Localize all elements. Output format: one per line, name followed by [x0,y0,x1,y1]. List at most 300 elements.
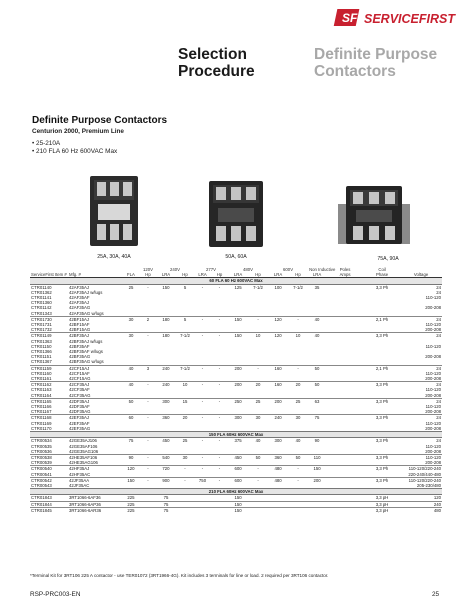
table-cell: CTR01168 [30,415,68,421]
table-cell: 240 [268,415,288,421]
table-cell: 200-208 [425,327,442,333]
table-cell: 2,1 Ph [364,316,400,322]
table-cell: 100 [274,284,282,290]
band-label: 210 FLA 60Hz 600VAC Max [30,489,442,495]
subject-line-2: Contactors [314,63,396,80]
table-cell: 75 [163,495,169,501]
table-cell: 120 [268,333,288,339]
table-cell: 24 [400,398,442,404]
table-cell: - [194,454,211,460]
table-cell [248,507,268,513]
table-cell: 110-120 [425,443,442,449]
table-cell: 3,3 Ph [364,415,400,421]
table-cell: 42AF35AJ w/lugs [69,289,103,295]
table-cell: 42BF15AG [69,327,91,333]
table-cell: CTR01166 [31,404,52,410]
table-cell: 2 [140,316,156,322]
table-cell: - [211,382,228,388]
table-cell: 480 [268,477,288,483]
table-cell: 150 [122,477,140,483]
table-cell: 15 [176,398,194,404]
table-cell: CTR01845 [30,507,68,513]
table-cell: 25 [128,284,134,290]
table-cell: - [140,477,156,483]
table-cell: 42DF35AF [69,404,90,410]
table-cell: 42CF35AG [69,392,91,398]
table-cell: CTR00540 [30,466,68,472]
table-cell: - [288,477,308,483]
spec-bullets [32,140,117,156]
header-cell: 240V [169,267,181,272]
table-cell: 7-1/2 [293,284,303,290]
table-cell: 25 [182,438,188,444]
table-cell: CTR01151 [31,354,52,360]
table-cell: 25 [288,398,308,404]
subject-line-1: Definite Purpose [314,46,438,63]
table-cell: 60 [122,415,140,421]
table-cell: - [194,365,211,371]
table-cell: 63 [308,398,326,404]
table-cell: 42BF35AF w/lugs [69,349,103,355]
table-cell: 42GE35AG106 [69,448,99,454]
table-cell: 42HE35AG106 [69,460,98,466]
table-cell: 3RT1066-6AP36 [68,501,122,507]
table-cell: 300 [274,438,282,444]
table-cell: CTR00536 [31,448,52,454]
table-row [30,495,442,501]
table-cell: 120 [433,495,442,501]
table-cell: 24 [400,415,442,421]
table-cell: CTR01170 [31,425,52,431]
table-cell: 24 [400,316,442,322]
table-cell: - [218,438,221,444]
table-cell: 40 [122,365,140,371]
table-cell: 200-208 [425,376,442,382]
table-cell: 90 [314,438,320,444]
table-cell [326,507,364,513]
table-cell: 42HF35AC [69,471,91,477]
table-cell: 20 [248,382,268,388]
table-cell: 110-120 [425,322,442,328]
table-cell: 450 [228,454,248,460]
heading-line-2: Procedure [178,63,255,80]
table-cell: 30 [122,333,140,339]
table-cell: - [147,438,149,444]
table-cell: 110 [308,454,326,460]
table-cell: 2,1 Ph [364,365,400,371]
table-cell: 30 [288,415,308,421]
table-cell: 42BF35AG w/lugs [69,359,104,365]
table-cell: - [194,466,211,472]
header-cell: Amps [326,272,364,278]
table-cell: 480 [400,507,442,513]
table-cell: CTR01165 [30,398,68,404]
table-cell: - [211,477,228,483]
table-cell: 200-208 [425,460,442,466]
servicefirst-logo [338,6,462,30]
table-cell: 40 [255,438,261,444]
contactor-photo-large [336,180,412,259]
table-cell: CTR01159 [30,365,68,371]
table-cell: - [140,398,156,404]
table-cell: 200 [308,477,326,483]
table-cell: CTR01161 [31,376,52,382]
table-cell: CTR01169 [31,420,52,426]
table-cell: 3,3 Ph [375,284,389,290]
table-cell: 240 [400,501,442,507]
table-cell: 3,3 Ph [364,382,400,388]
table-row [30,507,442,513]
table-cell: 24 [436,289,442,295]
table-cell: 42DF35AG [69,409,91,415]
table-cell: 3 [140,365,156,371]
table-cell: 24 [436,438,442,444]
table-cell: 200-208 [425,409,442,415]
table-cell: 150 [228,501,248,507]
table-cell: 110-120 [425,387,442,393]
header-cell: 600V [283,267,294,272]
table-cell: - [140,454,156,460]
table-cell: 50 [122,398,140,404]
table-cell: - [288,316,308,322]
table-cell: 42JF35AC [69,482,90,488]
header-cell: 480V [243,267,254,272]
table-cell: 480 [268,466,288,472]
photo-caption: 25A, 30A, 40A [97,254,131,260]
table-cell: - [194,316,211,322]
header-cell: 120V [142,267,154,272]
table-cell: 120 [122,466,140,472]
table-cell: 180 [156,333,176,339]
table-cell: 300 [156,398,176,404]
table-cell: 125 [234,284,242,290]
table-cell: - [140,466,156,472]
table-cell: CTR01732 [31,327,52,333]
table-cell: 110-120 [425,420,442,426]
table-cell: 24 [400,382,442,388]
page-subject [314,46,437,80]
table-cell: - [288,365,308,371]
heading-line-1: Selection [178,46,247,63]
table-cell: - [140,333,156,339]
table-cell: CTR01343 [31,310,52,316]
table-cell: 42BF35AG [69,354,91,360]
table-cell: - [218,284,221,290]
table-cell: - [211,365,228,371]
table-cell [308,507,326,513]
bullet-item: • 210 FLA 60 Hz 600VAC Max [32,148,118,155]
table-cell: 160 [268,365,288,371]
table-cell: - [211,454,228,460]
table-cell: 24 [436,284,442,290]
table-cell: CTR00538 [30,454,68,460]
table-cell: 110-120/220-240 [400,466,442,472]
bullet-item: • 25-210A [32,140,61,147]
table-cell: 20 [176,415,194,421]
table-cell: 75 [128,438,134,444]
table-cell: - [194,398,211,404]
table-cell: 42BF15AJ [68,316,122,322]
table-cell [288,507,308,513]
table-cell: - [140,415,156,421]
table-cell: CTR01843 [31,495,52,501]
table-cell: 50 [308,382,326,388]
table-cell: CTR00543 [31,482,52,488]
table-cell: 200-208 [425,305,442,311]
table-cell: 42BF15AF [69,322,90,328]
table-cell: 200 [268,398,288,404]
table-cell: 360 [268,454,288,460]
table-cell: 200 [228,382,248,388]
table-cell: - [211,466,228,472]
table-cell: 600 [228,466,248,472]
table-cell: 42DF35AJ [68,398,122,404]
page-heading [178,46,255,80]
header-cell: Hp [140,272,156,278]
table-cell: CTR00542 [30,477,68,483]
table-cell: - [211,398,228,404]
table-cell: 35 [314,284,320,290]
table-cell: 7-1/2 [176,333,194,339]
contactor-photo-medium [206,178,266,255]
table-cell: 30 [122,316,140,322]
table-cell: 42GE35AF106 [69,443,98,449]
table-cell: CTR01167 [31,409,52,415]
table-cell: - [248,316,268,322]
table-cell: CTR01150 [31,343,52,349]
table-cell: 42CF15AG [69,376,91,382]
table-cell: - [194,415,211,421]
table-cell: 600 [228,477,248,483]
table-cell: CTR01367 [31,359,52,365]
table-cell: 40 [295,438,301,444]
table-cell: 40 [122,382,140,388]
table-cell: 205-230/480 [416,482,442,488]
header-cell: LRA [228,272,248,278]
table-cell: - [194,382,211,388]
table-cell: CTR01730 [30,316,68,322]
table-cell: - [194,333,211,339]
logo-mark: SF [342,11,358,25]
table-cell: 3,3 Ph [364,398,400,404]
table-cell: 720 [156,466,176,472]
table-cell: 10 [288,333,308,339]
table-cell: CTR00534 [31,438,52,444]
table-cell: 450 [162,438,170,444]
table-cell: 150 [162,284,170,290]
table-cell: CTR01731 [31,322,52,328]
table-cell: 25 [248,398,268,404]
table-cell: 42HF35AJ [68,466,122,472]
table-cell: 42CF15AJ [68,365,122,371]
table-row [30,438,442,444]
table-cell: 42HE35AF106 [68,454,122,460]
table-cell: 900 [156,477,176,483]
table-cell: 750 [194,477,211,483]
table-cell: 360 [156,415,176,421]
table-cell: CTR01360 [31,300,52,306]
table-cell: 42BF35AJ w/lugs [69,338,103,344]
photo-caption: 75A, 90A [377,256,399,262]
table-cell: 24 [400,333,442,339]
table-cell: - [211,333,228,339]
table-cell: 75 [156,507,176,513]
table-cell: - [248,466,268,472]
table-cell: CTR01149 [30,333,68,339]
header-cell: ServiceFirst Item # [31,272,67,278]
table-cell: 150 [228,333,248,339]
table-cell: 5 [183,284,187,290]
table-cell: 42AF35AJ [69,300,90,306]
table-cell: 200-208 [425,354,442,360]
table-cell: 42BF35AF [69,343,90,349]
table-cell: 3,3 Ph [364,333,400,339]
table-cell: 42EF35AJ [68,415,122,421]
table-cell: 42JF35AA [68,477,122,483]
doc-id: RSP-PRC003-EN [30,591,81,598]
table-cell: 10 [176,382,194,388]
table-cell: 90 [122,454,140,460]
table-cell: - [248,365,268,371]
table-cell: 200-208 [425,392,442,398]
table-cell: 250 [228,398,248,404]
table-cell: CTR00541 [31,471,52,477]
table-cell: CTR00535 [31,443,52,449]
table-cell: CTR01363 [31,338,52,344]
table-cell: 180 [156,316,176,322]
table-cell: 150 [308,466,326,472]
table-cell [176,507,194,513]
header-cell: Hp [288,272,308,278]
table-cell: 30 [248,415,268,421]
table-cell: - [201,438,204,444]
table-cell: CTR01844 [30,501,68,507]
table-cell: - [288,466,308,472]
header-cell: Hp [176,272,194,278]
header-cell: Hp [248,272,268,278]
section-title: Definite Purpose Contactors [32,115,168,126]
section-subtitle: Centurion 2000, Premium Line [32,128,124,135]
table-cell: CTR01140 [31,284,52,290]
band-label: 150 FLA 60Hz 600VAC Max [30,432,442,438]
table-cell: 7-1/2 [253,284,263,290]
table-cell: 42GE35AJ106 [69,438,97,444]
header-cell: Coil [378,267,386,272]
table-row [30,501,442,507]
table-cell: 75 [308,415,326,421]
table-cell: 225 [122,501,140,507]
logo-text: SERVICEFIRST [364,12,455,26]
table-cell: CTR01163 [31,387,52,393]
table-cell: 42EF35AG [69,425,91,431]
table-cell [211,507,228,513]
table-cell: 110-120 [425,295,442,301]
table-cell: 120 [268,316,288,322]
table-cell: - [201,284,204,290]
table-cell: 42CF15AF [69,370,90,376]
table-cell: 200 [228,365,248,371]
table-cell: 42CF35AF [69,387,90,393]
table-cell: 10 [248,333,268,339]
table-cell: 3,3 pH [364,501,400,507]
table-cell: CTR01162 [30,382,68,388]
table-cell: 3,3 pH [364,507,400,513]
table-cell: 220-240/440-480 [408,471,442,477]
table-cell [140,507,156,513]
table-cell: 3RT1066-6AR36 [68,507,122,513]
table-cell: 375 [234,438,242,444]
table-cell: CTR01142 [31,305,52,311]
header-cell: Non Inductive [309,267,336,272]
header-cell: LRA [194,272,211,278]
table-cell [268,507,288,513]
photo-caption: 50A, 60A [225,254,247,260]
page-number: 25 [432,591,440,598]
table-cell: 20 [288,382,308,388]
table-cell: 110-120 [425,370,442,376]
band-label: 60 FLA 60 Hz 600VAC Max [30,278,442,284]
table-cell: 110-120 [425,404,442,410]
table-cell: 160 [268,382,288,388]
header-cell: Poles [339,267,351,272]
table-cell: CTR01164 [31,392,52,398]
table-cell: CTR01362 [31,289,52,295]
header-cell: 277V [206,267,217,272]
header-cell: LRA [156,272,176,278]
table-cell: 42AF35AF [69,295,90,301]
table-cell: - [211,415,228,421]
table-cell: CTR01141 [31,295,52,301]
table-cell: 200-208 [425,448,442,454]
table-cell: 3RT1066-6AF36 [69,495,101,501]
header-cell: Voltage [400,272,442,278]
header-cell: Phase [364,272,400,278]
table-cell: 110-120 [425,343,442,349]
table-cell: 30 [176,454,194,460]
table-cell: - [211,316,228,322]
header-cell: LRA [268,272,288,278]
table-cell: 7-1/2 [176,365,194,371]
table-cell: 3,3 pH [375,495,389,501]
table-cell [194,507,211,513]
table-cell: 40 [308,316,326,322]
footnote: *Terminal Kit for 3RT106 225 A contactor - use TER01072 (3RT1966-4G). Kit includes 3 terminals for line or load. 2 required per 3RT106 contactor. [30,573,329,578]
table-cell: 150 [228,507,248,513]
table-cell: 42BF35AJ [68,333,122,339]
table-cell: 150 [234,495,242,501]
table-cell: 110-120 [400,454,442,460]
table-cell: 240 [156,382,176,388]
table-cell: CTR00539 [31,460,52,466]
table-cell: 3,3 Ph [375,438,389,444]
table-cell: 42AF35AG w/lugs [69,310,104,316]
table-cell: 300 [228,415,248,421]
table-cell: 42CF35AJ [68,382,122,388]
table-cell: 42AF35AG [69,305,91,311]
table-cell: 24 [400,365,442,371]
table-cell: 50 [248,454,268,460]
table-cell: 540 [156,454,176,460]
header-cell: Hp [211,272,228,278]
table-cell: 110-120/220-240 [400,477,442,483]
table-cell: 200-208 [425,425,442,431]
table-cell: 5 [176,316,194,322]
table-cell: - [147,284,149,290]
table-cell: 225 [127,495,135,501]
table-cell: 42EF35AF [69,420,90,426]
contactor-photo-small [86,172,142,255]
table-cell: CTR01366 [31,349,52,355]
